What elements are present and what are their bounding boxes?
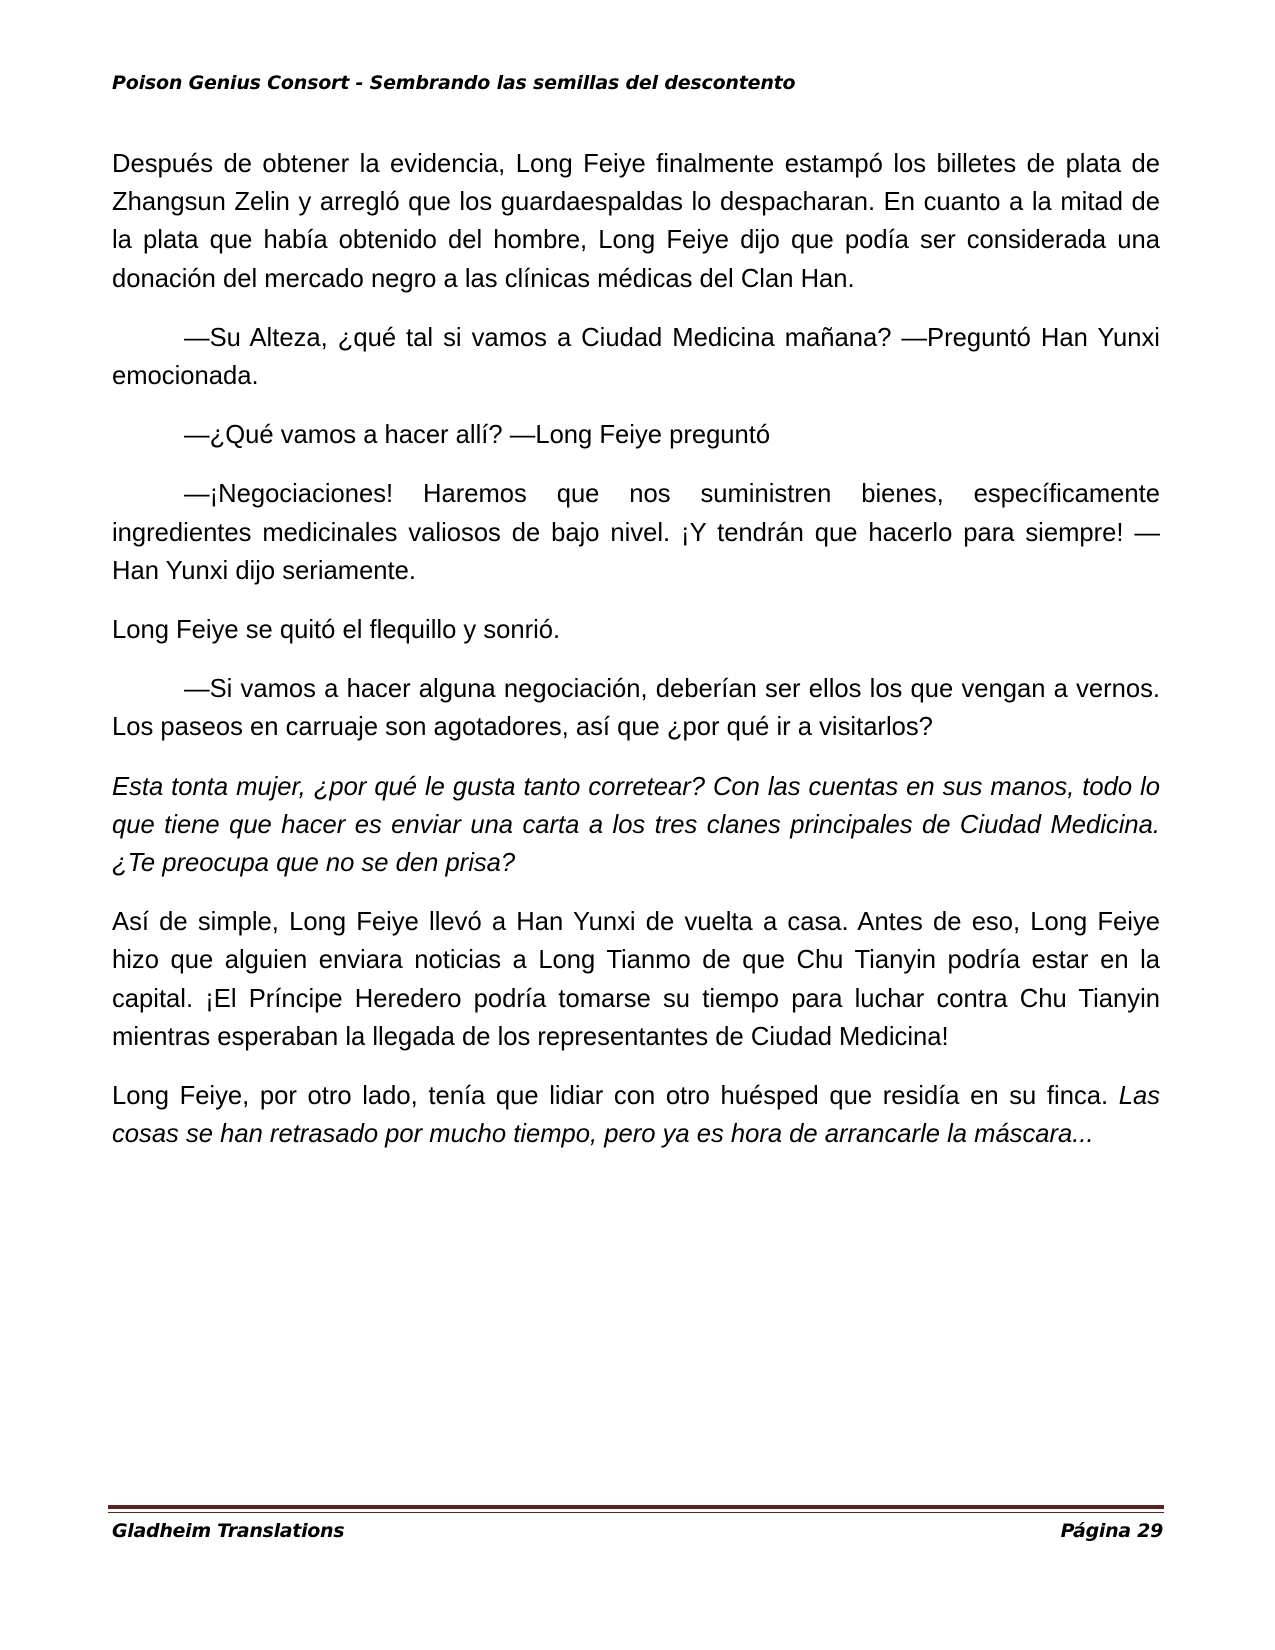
body-text — [112, 145, 1160, 1174]
dialogue-paragraph: —¿Qué vamos a hacer allí? —Long Feiye preguntó — [184, 421, 771, 450]
footer-rule-thin — [108, 1512, 1164, 1513]
dialogue-paragraph: —Su Alteza, ¿qué tal si vamos a Ciudad Medicina mañana? —Preguntó Han Yunxi emocionada. — [112, 323, 1160, 391]
footer-publisher: Gladheim Translations — [112, 1520, 345, 1542]
footer-rule — [108, 1505, 1164, 1509]
page-number: Página 29 — [1060, 1520, 1163, 1542]
dialogue-paragraph: —Si vamos a hacer alguna negociación, deberían ser ellos los que vengan a vernos. Los paseos en carruaje son agotadores, así que ¿por qué ir a visitarlos? — [112, 675, 1160, 742]
paragraph: Así de simple, Long Feiye llevó a Han Yunxi de vuelta a casa. Antes de eso, Long Feiye hizo que alguien enviara noticias a Long Tianmo de que Chu Tianyin podría estar en la capital. ¡El Príncipe Heredero podría tomarse su tiempo para luchar contra Chu Tianyin mientras esperaban la llegada de los representantes de Ciudad Medicina! — [112, 908, 1160, 1051]
running-header: Poison Genius Consort - Sembrando las semillas del descontento — [112, 72, 796, 94]
paragraph-text: Long Feiye, por otro lado, tenía que lidiar con otro huésped que residía en su finca. — [112, 1082, 1109, 1111]
inner-thought-text: Las cosas se han retrasado por mucho tiempo, pero ya es hora de arrancarle la máscara... — [112, 1082, 1160, 1149]
dialogue-paragraph: —¡Negociaciones! Haremos que nos suministren bienes, específicamente ingredientes medicinales valiosos de bajo nivel. ¡Y tendrán que hacerlo para siempre! —Han Yunxi dijo seriamente. — [112, 480, 1160, 585]
paragraph — [112, 1077, 1160, 1153]
paragraph: Después de obtener la evidencia, Long Feiye finalmente estampó los billetes de plata de Zhangsun Zelin y arregló que los guardaespaldas lo despacharan. En cuanto a la mitad de la plata que había obtenido del hombre, Long Feiye dijo que podía ser considerada una donación del mercado negro a las clínicas médicas del Clan Han. — [112, 150, 1160, 293]
paragraph: Long Feiye se quitó el flequillo y sonrió. — [112, 616, 561, 645]
inner-thought-paragraph: Esta tonta mujer, ¿por qué le gusta tanto corretear? Con las cuentas en sus manos, todo lo que tiene que hacer es enviar una carta a los tres clanes principales de Ciudad Medicina. ¿Te preocupa que no se den prisa? — [112, 772, 1160, 878]
